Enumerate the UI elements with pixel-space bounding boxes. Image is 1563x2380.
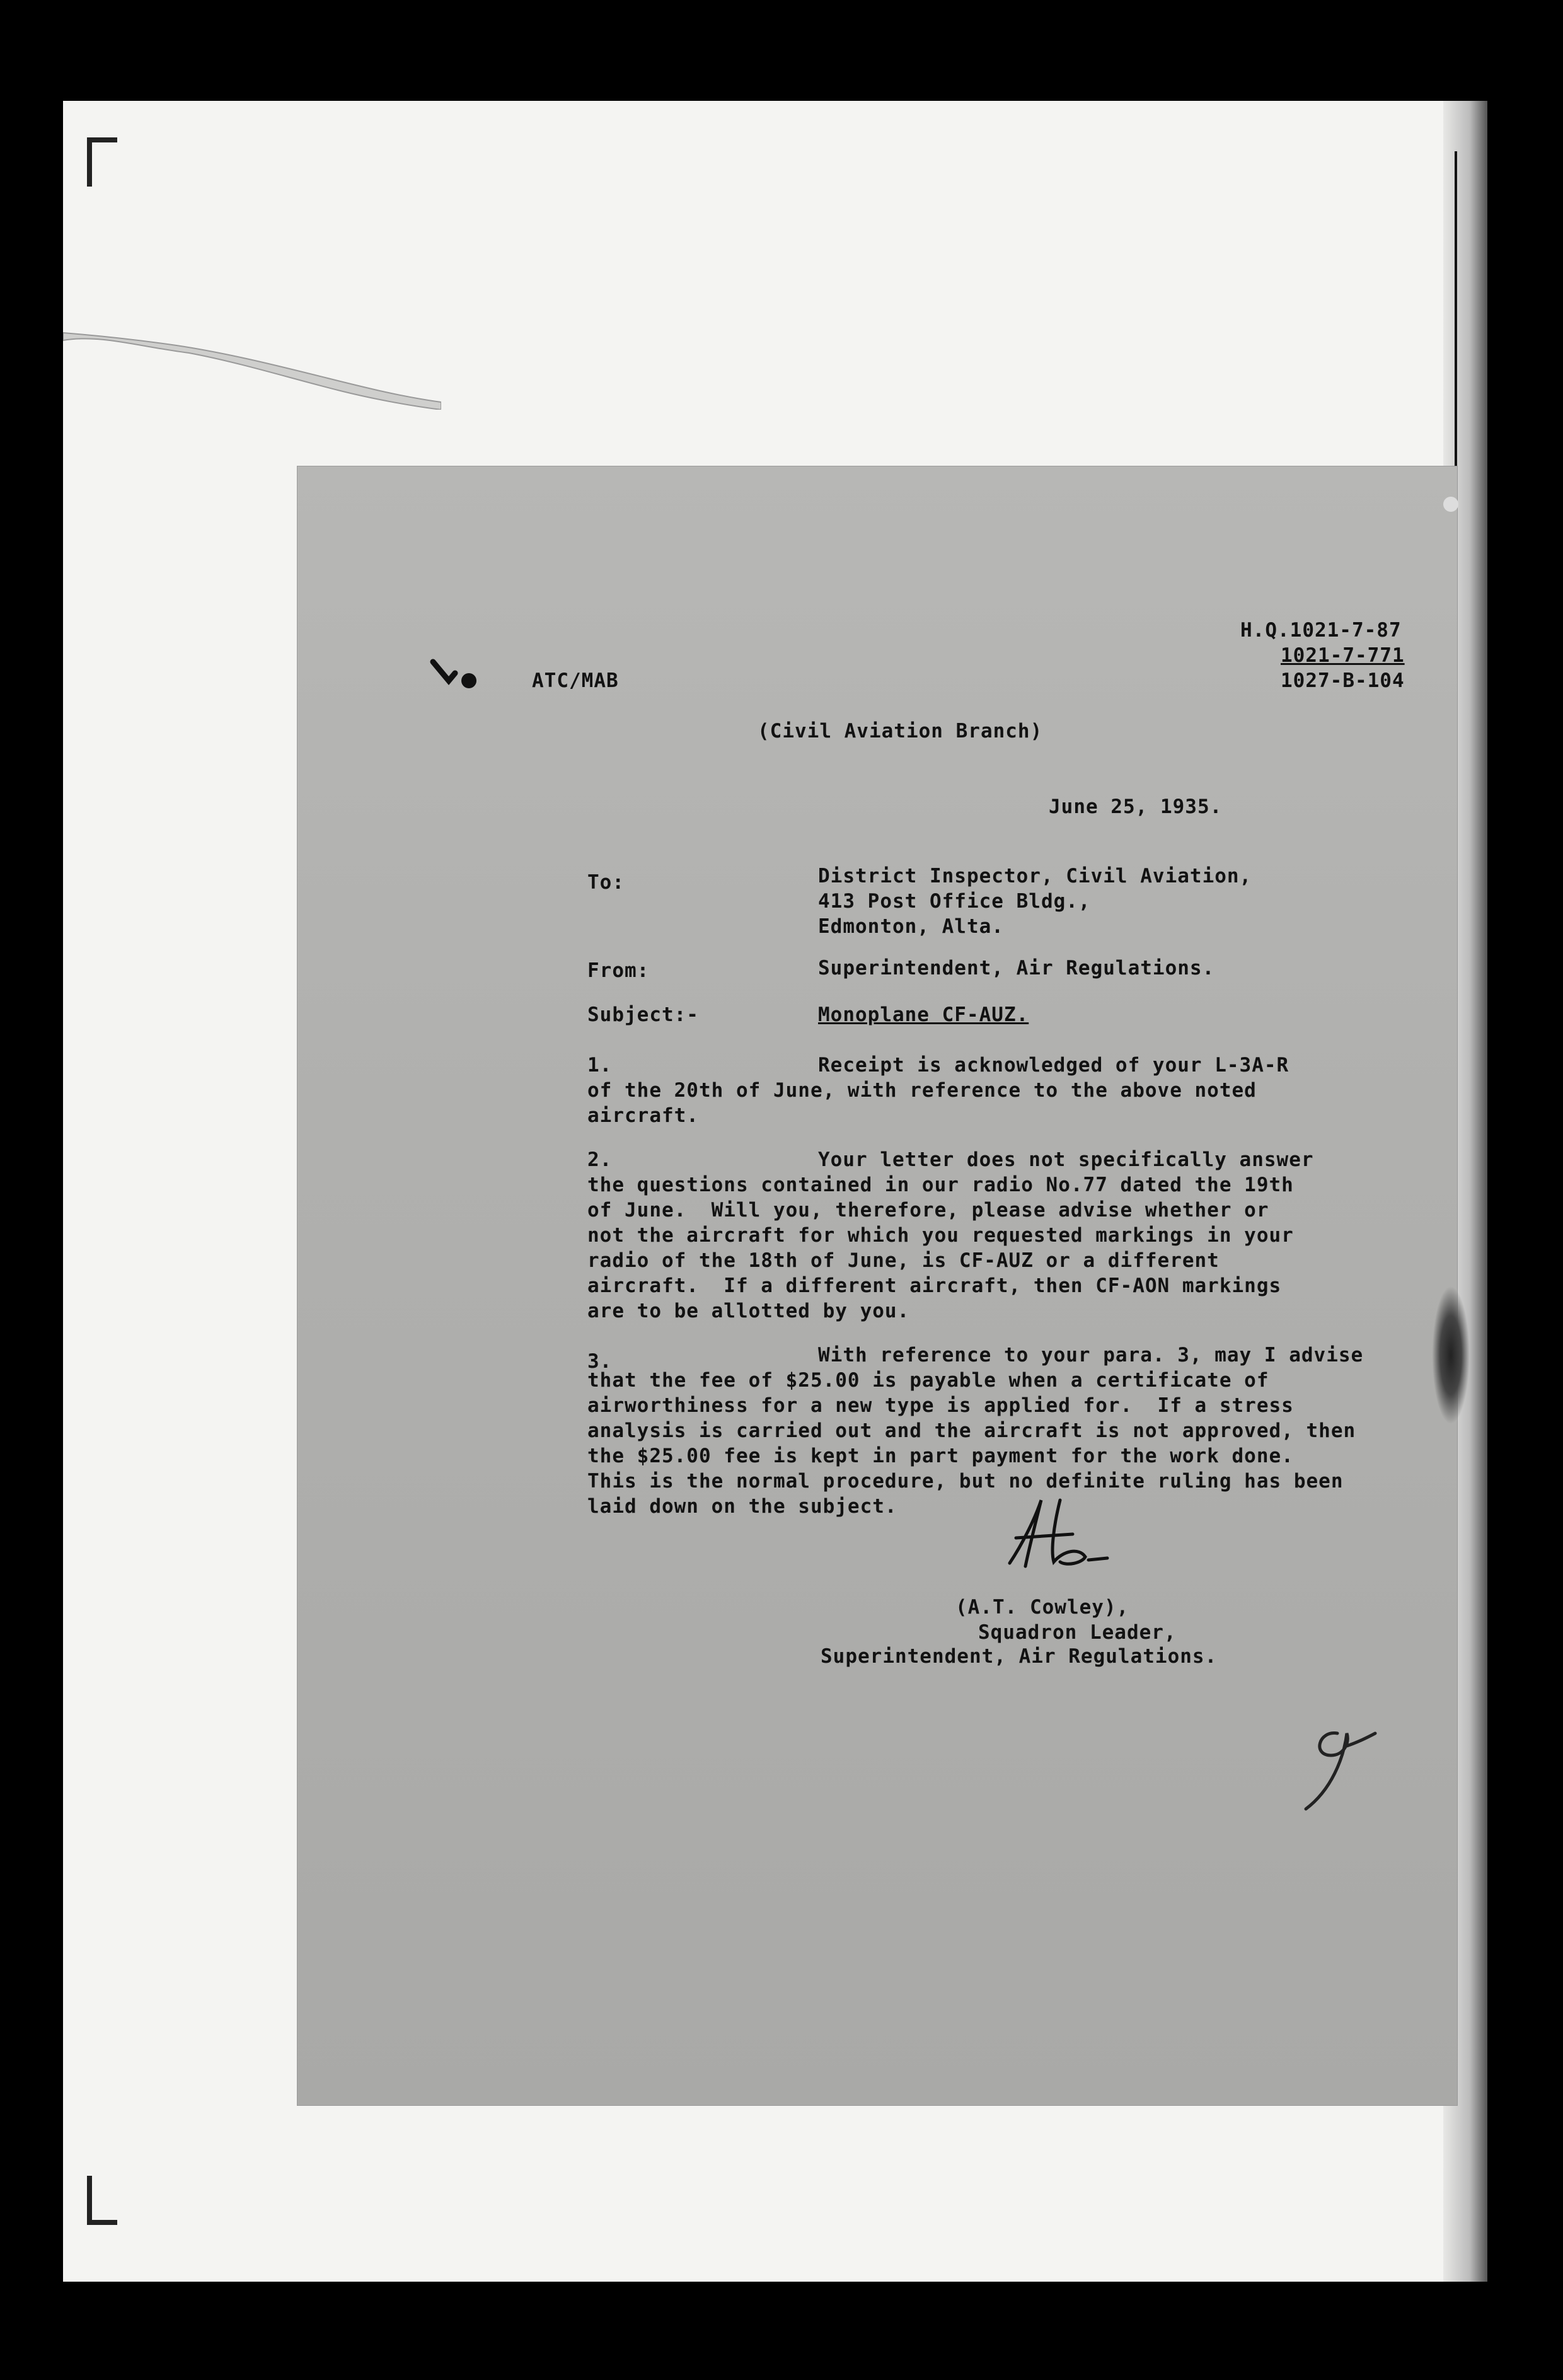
- crop-mark-bottom-left: [87, 2176, 117, 2225]
- para-2-number: 2.: [587, 1148, 613, 1171]
- para-3-number: 3.: [587, 1350, 613, 1373]
- pencil-annotation: [1293, 1721, 1381, 1815]
- para-2-line: not the aircraft for which you requested markings in your: [587, 1224, 1294, 1247]
- para-3-line: the $25.00 fee is kept in part payment for the work done.: [587, 1445, 1294, 1467]
- check-mark-icon: [430, 656, 480, 693]
- para-1-number: 1.: [587, 1054, 613, 1077]
- para-2-line: the questions contained in our radio No.77 dated the 19th: [587, 1174, 1294, 1196]
- to-label: To:: [587, 871, 625, 894]
- para-2-line: are to be allotted by you.: [587, 1300, 910, 1322]
- torn-paper-strip: [63, 328, 441, 410]
- para-1-line: aircraft.: [587, 1104, 699, 1127]
- para-1-line: of the 20th of June, with reference to the above noted: [587, 1079, 1257, 1102]
- to-line-1: District Inspector, Civil Aviation,: [818, 865, 1252, 887]
- letter-page: [297, 466, 1457, 2105]
- para-3-line: that the fee of $25.00 is payable when a certificate of: [587, 1369, 1269, 1392]
- from-label: From:: [587, 959, 650, 982]
- crop-mark-top-left: [87, 137, 117, 187]
- para-2-line: of June. Will you, therefore, please advise whether or: [587, 1199, 1269, 1222]
- signature-title: Superintendent, Air Regulations.: [821, 1645, 1218, 1668]
- para-3-line: laid down on the subject.: [587, 1495, 897, 1518]
- para-3-first-line: With reference to your para. 3, may I advise: [818, 1344, 1364, 1366]
- file-ref-1: H.Q.1021-7-87: [1240, 619, 1402, 642]
- film-frame: [63, 101, 1487, 2282]
- para-2-line: aircraft. If a different aircraft, then CF-AON markings: [587, 1274, 1282, 1297]
- para-3-line: analysis is carried out and the aircraft is not approved, then: [587, 1419, 1356, 1442]
- file-ref-2: 1021-7-771: [1281, 644, 1405, 667]
- from-value: Superintendent, Air Regulations.: [818, 957, 1215, 979]
- para-2-line: radio of the 18th of June, is CF-AUZ or a different: [587, 1249, 1220, 1272]
- branch-heading: (Civil Aviation Branch): [758, 720, 1043, 742]
- ink-stain: [1432, 1286, 1470, 1424]
- para-1-first-line: Receipt is acknowledged of your L-3A-R: [818, 1054, 1289, 1077]
- corner-hole: [1438, 492, 1463, 517]
- signature-rank: Squadron Leader,: [978, 1621, 1177, 1644]
- to-line-2: 413 Post Office Bldg.,: [818, 890, 1091, 913]
- signature-name: (A.T. Cowley),: [955, 1596, 1129, 1619]
- para-3-line: airworthiness for a new type is applied for. If a stress: [587, 1394, 1294, 1417]
- para-2-first-line: Your letter does not specifically answer: [818, 1148, 1314, 1171]
- handwritten-initials: [991, 1488, 1117, 1576]
- office-code: ATC/MAB: [532, 669, 619, 692]
- subject-value: Monoplane CF-AUZ.: [818, 1003, 1029, 1026]
- para-3-line: This is the normal procedure, but no definite ruling has been: [587, 1470, 1344, 1493]
- to-line-3: Edmonton, Alta.: [818, 915, 1004, 938]
- file-ref-3: 1027-B-104: [1281, 669, 1405, 692]
- subject-label: Subject:-: [587, 1003, 699, 1026]
- letter-date: June 25, 1935.: [1049, 795, 1223, 818]
